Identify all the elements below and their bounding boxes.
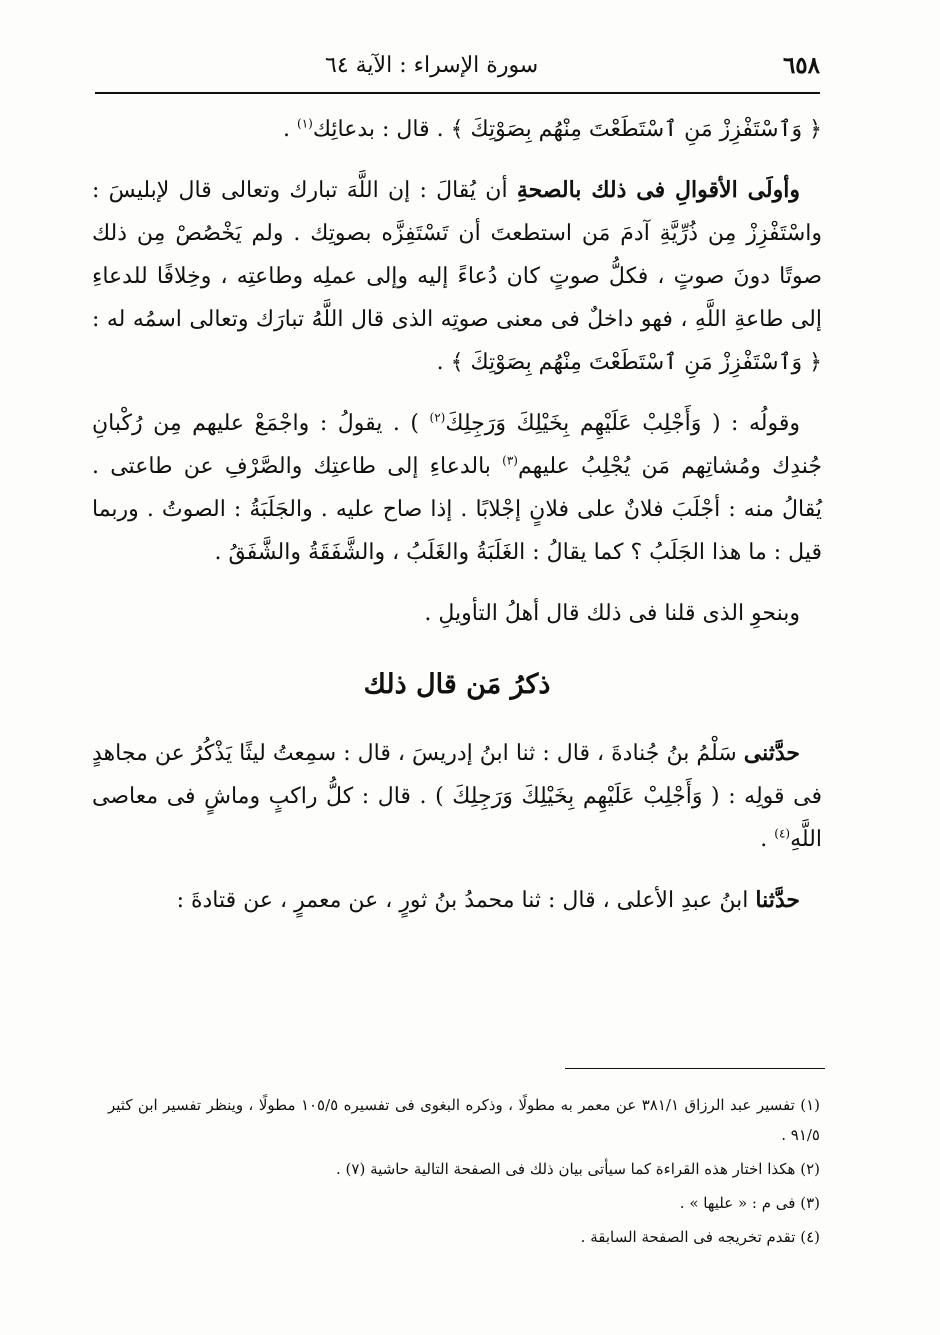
narration-lead: حدَّثنا [755,887,800,913]
paragraph-lead: وأولَى الأقوالِ فى ذلك بالصحةِ [516,177,800,203]
narration-lead: حدَّثنى [743,740,800,766]
hadith-1 [92,732,822,861]
paragraph-4: وبنحوِ الذى قلنا فى ذلك قال أهلُ التأويلِ . [424,601,800,626]
footnote-ref[interactable]: (٢) [429,410,446,425]
page-header [95,38,820,94]
paragraph-text: ) . يقولُ : واجْمَعْ عليهم مِن رُكْبانِ جُندِك ومُشاتِهم مَن يُجْلِبُ عليهم [92,411,822,479]
paragraph-1 [92,108,822,151]
quran-quote: ﴿ وَٱسْتَفْزِزْ مَنِ ٱسْتَطَعْتَ مِنْهُم بِصَوْتِكَ ﴾ [450,117,822,142]
footnote-ref[interactable]: (١) [297,116,313,131]
quran-quote: ﴿ وَٱسْتَفْزِزْ مَنِ ٱسْتَطَعْتَ مِنْهُم بِصَوْتِكَ ﴾ [450,350,822,375]
paragraph-text: وقولُه : ( [701,411,800,436]
footnote-3: (٣) فى م : « عليها » . [679,1194,820,1212]
quran-quote: وَأَجْلِبْ عَلَيْهِم بِخَيْلِكَ وَرَجِلِكَ [452,784,703,809]
punctuation: . [760,827,775,852]
footnotes [108,1090,820,1256]
paragraph-text: ابنُ عبدِ الأعلى ، قال : ثنا محمدُ بنُ ثورٍ ، عن معمرٍ ، عن قتادةَ : [176,888,756,913]
footnote-divider [565,1068,825,1069]
paragraph-text: أن يُقالَ : إن اللَّهَ تبارك وتعالى قال لإبليسَ : واسْتَفْزِزْ مِن ذُرِّيَّةِ آدمَ مَن استطعتَ أن تَسْتَفِزَّه بصوتِك . ولم يَخْصُصْ مِن ذلك صوتًا دونَ صوتٍ ، فكلُّ صوتٍ كان دُعاءً إليه وإلى عملِه وطاعتِه ، وخِلافًا للدعاءِ إلى طاعةِ اللَّهِ ، فهو داخلٌ فى معنى صوتِه الذى قال اللَّهُ تبارَك وتعالى اسمُه له : [92,178,822,332]
paragraph-2 [92,169,822,384]
paragraph-text: بالدعاءِ إلى طاعتِك والصَّرْفِ عن طاعتى . يُقالُ منه : أجْلَبَ فلانٌ على فلانٍ إجْلابًا . إذا صاح عليه . والجَلَبَةُ : الصوتُ . وربما قيل : ما هذا الجَلَبُ ؟ كما يقالُ : الغَلَبَةُ والغَلَبُ ، والشَّفَقَةُ والشَّفَقُ . [92,454,822,565]
page-number: ٦٥٨ [782,51,820,79]
footnote-ref[interactable]: (٤) [774,826,791,841]
punctuation: . [283,117,297,142]
paragraph-text: سَلْمُ بنُ جُنادةَ ، قال : ثنا ابنُ إدريسَ ، قال : سمِعتُ ليثًا يَذْكُرُ عن مجاهدٍ فى قولِه : ( [92,741,822,809]
paragraph-3 [92,402,822,574]
footnote-2: (٢) هكذا اختار هذه القراءة كما سيأتى بيان ذلك فى الصفحة التالية حاشية (٧) . [336,1160,820,1178]
hadith-2 [92,879,822,922]
punctuation: . [436,350,451,375]
footnote-4: (٤) تقدم تخريجه فى الصفحة السابقة . [580,1228,820,1246]
quran-quote: وَأَجْلِبْ عَلَيْهِم بِخَيْلِكَ وَرَجِلِكَ [445,411,702,436]
paragraph-text: ) . قال : كلُّ راكبٍ وماشٍ فى معاصى اللَّهِ [92,784,822,852]
footnote-1: (١) تفسير عبد الرزاق ٣٨١/١ عن معمر به مطولًا ، وذكره البغوى فى تفسيره ١٠٥/٥ مطولًا ، وينظر تفسير ابن كثير ٩١/٥ . [108,1096,820,1144]
paragraph-text: . قال : بدعائِك [312,117,451,142]
footnote-ref[interactable]: (٣) [502,453,518,468]
running-title: سورة الإسراء : الآية ٦٤ [325,52,539,78]
page-body [92,108,822,922]
section-heading: ذكرُ مَن قال ذلك [363,669,551,700]
